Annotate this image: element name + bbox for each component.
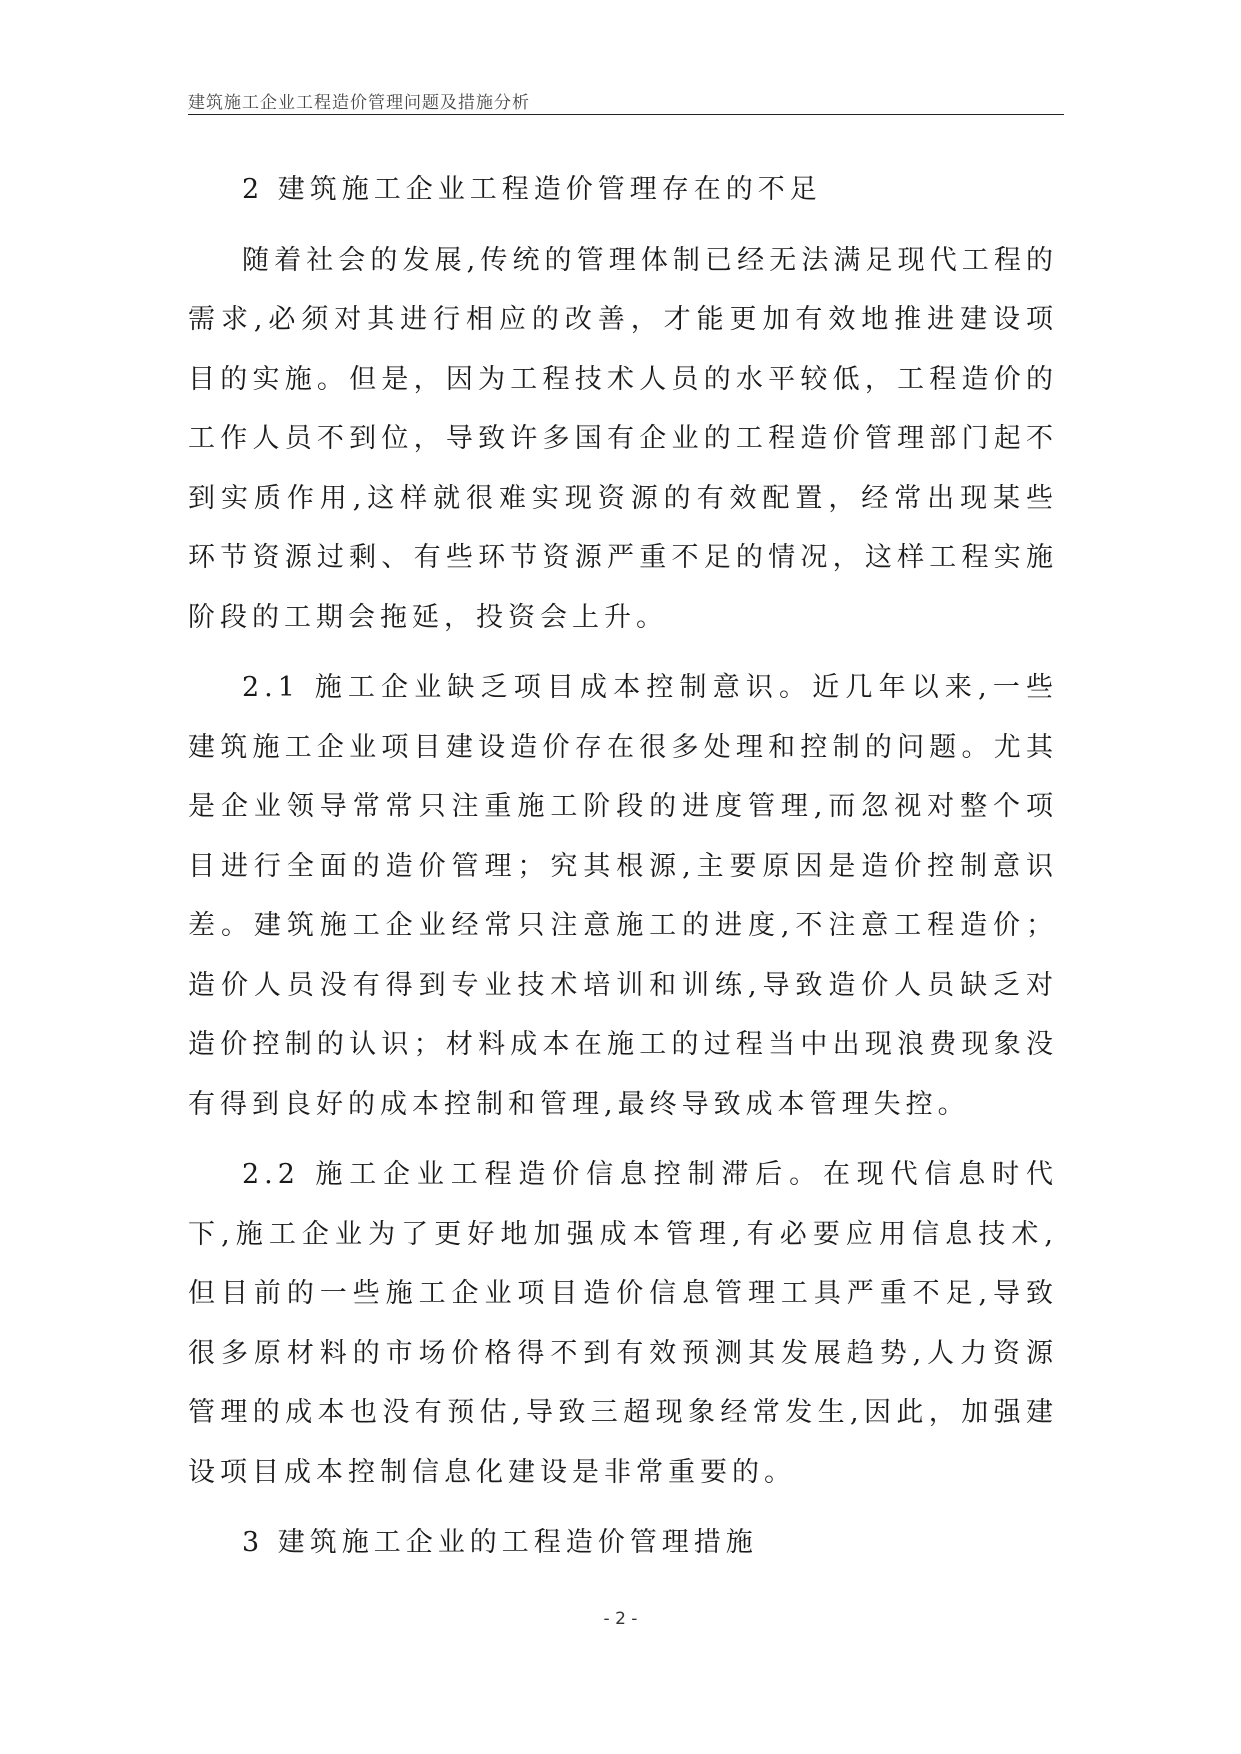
page-header: [188, 86, 1064, 115]
paragraph-2-2: 2.2 施工企业工程造价信息控制滞后。在现代信息时代下,施工企业为了更好地加强成本管理,有必要应用信息技术,但目前的一些施工企业项目造价信息管理工具严重不足,导致很多原材料的市场价格得不到有效预测其发展趋势,人力资源管理的成本也没有预估,导致三超现象经常发生,因此，加强建设项目成本控制信息化建设是非常重要的。: [188, 1159, 1058, 1488]
page-number: - 2 -: [603, 1609, 638, 1629]
paragraph-intro: 随着社会的发展,传统的管理体制已经无法满足现代工程的需求,必须对其进行相应的改善，才能更加有效地推进建设项目的实施。但是，因为工程技术人员的水平较低，工程造价的工作人员不到位，导致许多国有企业的工程造价管理部门起不到实质作用,这样就很难实现资源的有效配置，经常出现某些环节资源过剩、有些环节资源严重不足的情况，这样工程实施阶段的工期会拖延，投资会上升。: [188, 244, 1058, 633]
running-title: 建筑施工企业工程造价管理问题及措施分析: [188, 93, 530, 113]
section-2-heading: 2 建筑施工企业工程造价管理存在的不足: [242, 174, 822, 205]
section-3-heading: 3 建筑施工企业的工程造价管理措施: [242, 1527, 758, 1558]
document-body: [188, 160, 1058, 1584]
paragraph-2-1: 2.1 施工企业缺乏项目成本控制意识。近几年以来,一些建筑施工企业项目建设造价存在很多处理和控制的问题。尤其是企业领导常常只注重施工阶段的进度管理,而忽视对整个项目进行全面的造价管理；究其根源,主要原因是造价控制意识差。建筑施工企业经常只注意施工的进度,不注意工程造价；造价人员没有得到专业技术培训和训练,导致造价人员缺乏对造价控制的认识；材料成本在施工的过程当中出现浪费现象没有得到良好的成本控制和管理,最终导致成本管理失控。: [188, 672, 1058, 1120]
